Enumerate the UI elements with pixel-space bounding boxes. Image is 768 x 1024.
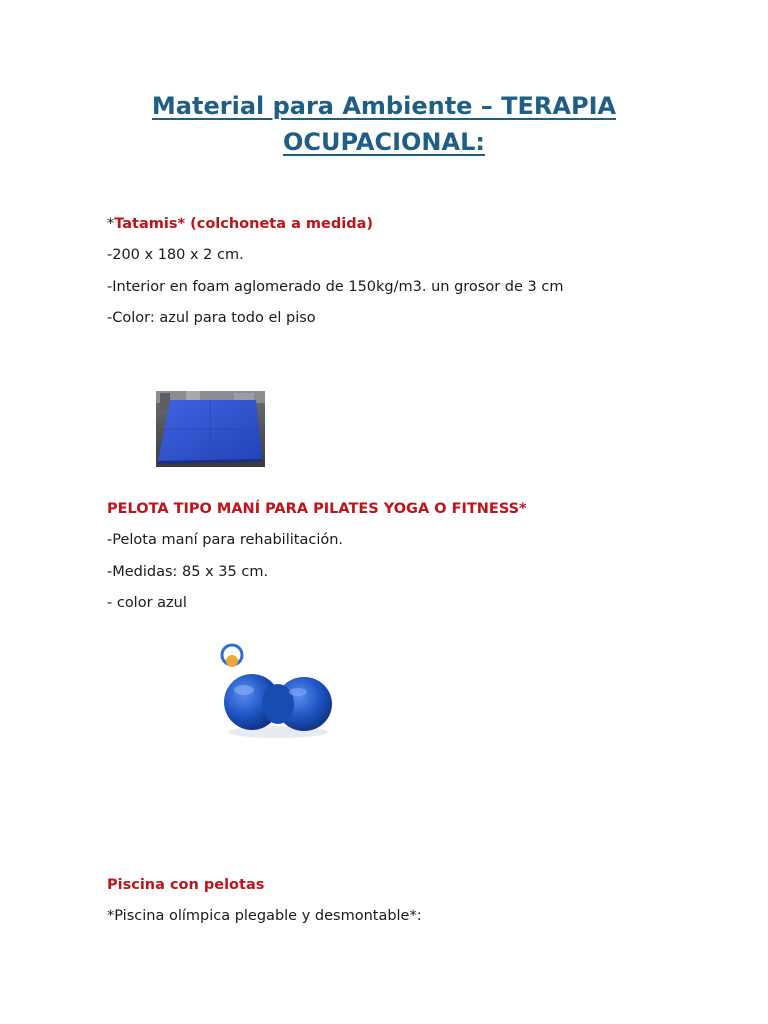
- page-title: Material para Ambiente – TERAPIA OCUPACIONAL:: [151, 92, 617, 156]
- section-heading-piscina: Piscina con pelotas: [107, 877, 265, 893]
- peanut-ball-illustration: [216, 640, 342, 766]
- heading-text: Tatamis* (colchoneta a medida): [114, 216, 373, 232]
- spec-line: *Piscina olímpica plegable y desmontable*:: [107, 908, 422, 924]
- spec-line: -Color: azul para todo el piso: [107, 310, 316, 326]
- blue-mat-illustration: [156, 391, 265, 467]
- spec-line: -Interior en foam aglomerado de 150kg/m3. un grosor de 3 cm: [107, 279, 564, 295]
- section-heading-pelota: PELOTA TIPO MANÍ PARA PILATES YOGA O FITNESS*: [107, 501, 527, 517]
- heading-prefix: *: [107, 216, 115, 232]
- peanut-ball-photo: [216, 640, 342, 766]
- spec-line: -200 x 180 x 2 cm.: [107, 247, 244, 263]
- section-heading-tatamis: [107, 214, 373, 234]
- spec-line: -Pelota maní para rehabilitación.: [107, 532, 344, 548]
- spec-line: - color azul: [107, 595, 187, 611]
- spec-line: -Medidas: 85 x 35 cm.: [107, 564, 269, 580]
- blue-mat-photo: [156, 391, 265, 467]
